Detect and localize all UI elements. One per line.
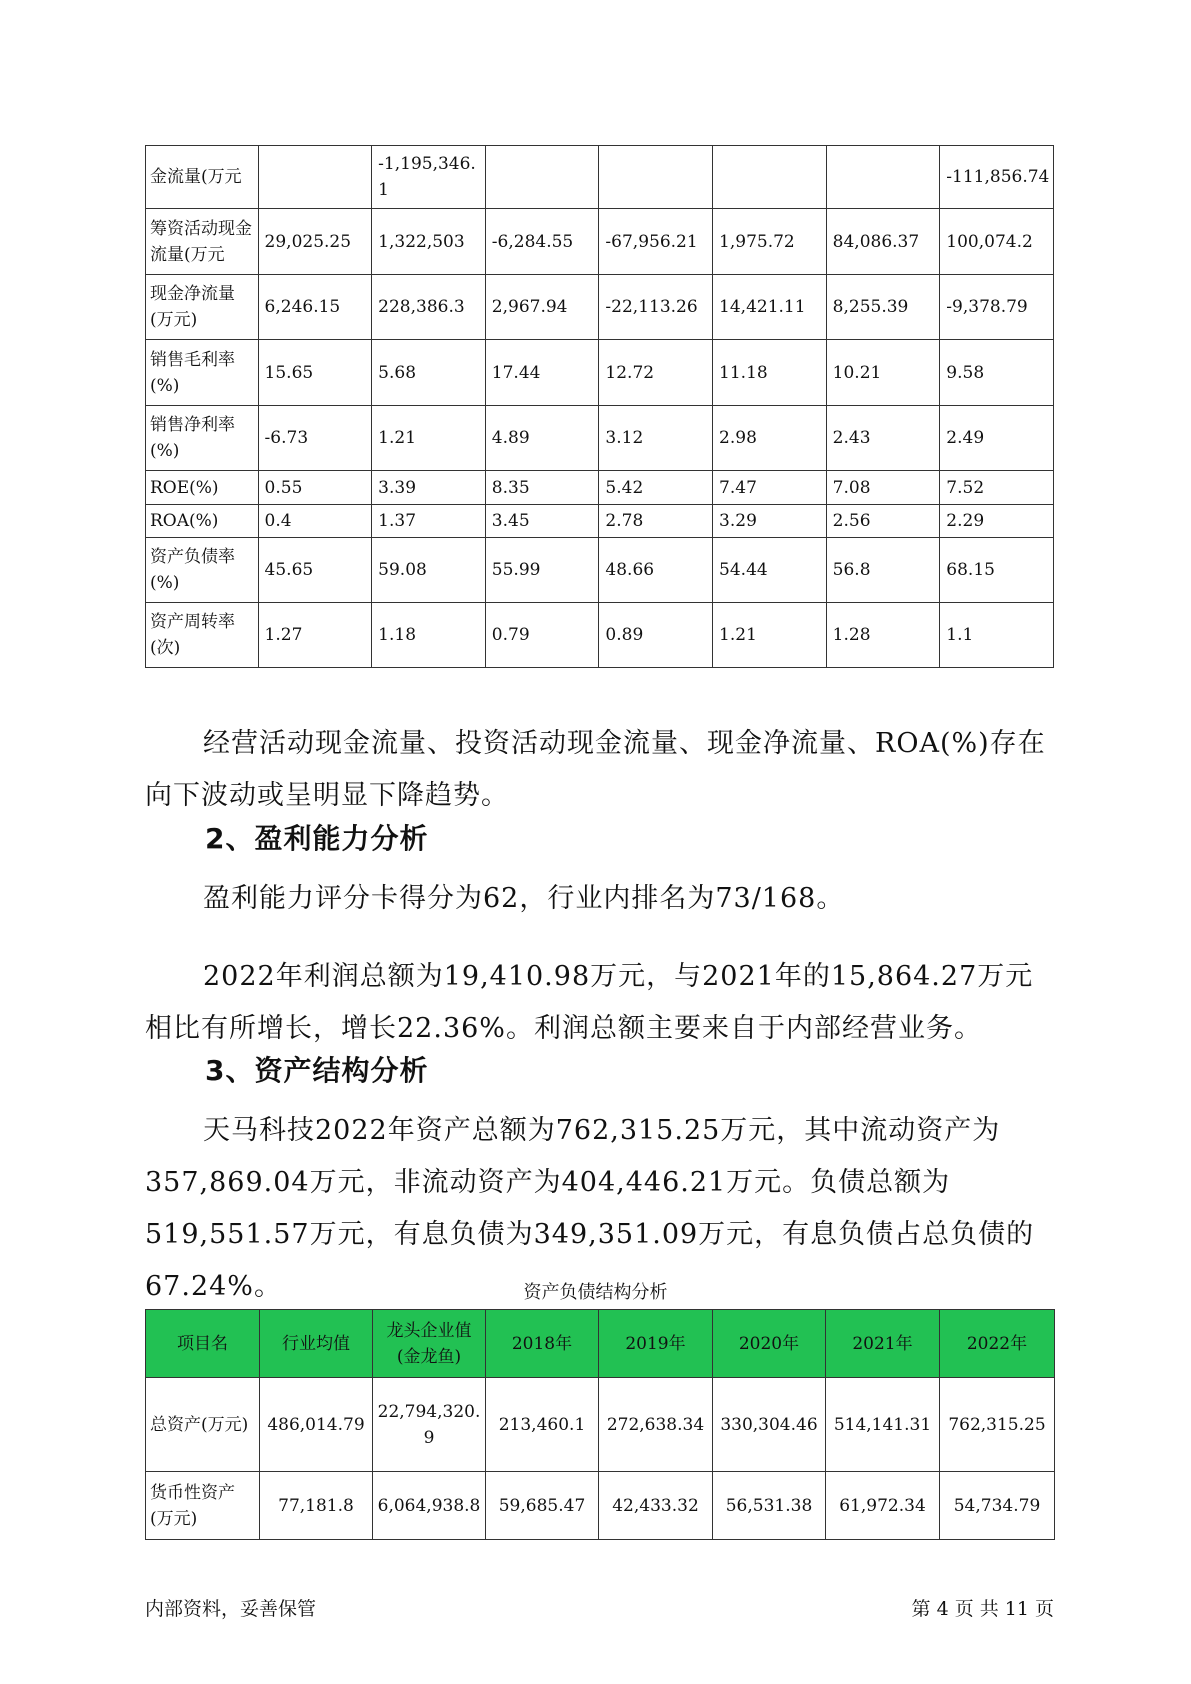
table-row xyxy=(146,406,1054,471)
table-cell: 3.45 xyxy=(485,505,599,538)
table-cell: 1.21 xyxy=(372,406,486,471)
table-cell: -6,284.55 xyxy=(485,209,599,275)
table-cell: 56,531.38 xyxy=(713,1472,826,1540)
paragraph-text: 2022年利润总额为19,410.98万元，与2021年的15,864.27万元相比有所增长，增长22.36%。利润总额主要来自于内部经营业务。 xyxy=(145,961,1034,1044)
table-cell: 486,014.79 xyxy=(260,1378,373,1472)
table-cell: 0.79 xyxy=(485,603,599,668)
table-cell: 14,421.11 xyxy=(713,275,827,340)
table-cell: -9,378.79 xyxy=(940,275,1054,340)
table-row xyxy=(146,538,1054,603)
table-row xyxy=(146,209,1054,275)
table-cell: -67,956.21 xyxy=(599,209,713,275)
table-cell: 11.18 xyxy=(713,340,827,406)
table-cell: 42,433.32 xyxy=(599,1472,713,1540)
table-cell: 8.35 xyxy=(485,471,599,505)
table-cell: 6,064,938.8 xyxy=(373,1472,486,1540)
table-cell: 2.29 xyxy=(940,505,1054,538)
table-cell: 68.15 xyxy=(940,538,1054,603)
paragraph-text: 天马科技2022年资产总额为762,315.25万元，其中流动资产为357,869.04万元，非流动资产为404,446.21万元。负债总额为519,551.57万元，有息负债为349,351.09万元，有息负债占总负债的67.24%。 xyxy=(145,1115,1035,1302)
table-cell: 3.39 xyxy=(372,471,486,505)
column-header: 2019年 xyxy=(599,1310,713,1378)
profit-total-paragraph xyxy=(145,951,1060,1055)
table-cell: 17.44 xyxy=(485,340,599,406)
table-row xyxy=(146,1378,1055,1472)
row-label: 现金净流量(万元) xyxy=(146,275,259,340)
table-cell: 228,386.3 xyxy=(372,275,486,340)
row-label: 筹资活动现金流量(万元 xyxy=(146,209,259,275)
table-cell: 3.29 xyxy=(713,505,827,538)
table-cell: 12.72 xyxy=(599,340,713,406)
table-cell: 9.58 xyxy=(940,340,1054,406)
column-header: 行业均值 xyxy=(260,1310,373,1378)
table-cell: -1,195,346.1 xyxy=(372,146,486,209)
table-cell: 0.55 xyxy=(258,471,372,505)
table-cell: 100,074.2 xyxy=(940,209,1054,275)
table-cell: 61,972.34 xyxy=(826,1472,940,1540)
table-cell: 1,322,503 xyxy=(372,209,486,275)
column-header: 2021年 xyxy=(826,1310,940,1378)
row-label: 货币性资产(万元) xyxy=(146,1472,260,1540)
table-cell: 5.42 xyxy=(599,471,713,505)
table-cell: 10.21 xyxy=(826,340,940,406)
table-cell: 1.1 xyxy=(940,603,1054,668)
table-row xyxy=(146,471,1054,505)
row-label: ROA(%) xyxy=(146,505,259,538)
table-cell: 272,638.34 xyxy=(599,1378,713,1472)
table-caption: 资产负债结构分析 xyxy=(523,1282,668,1303)
table-cell: 84,086.37 xyxy=(826,209,940,275)
row-label: 销售净利率(%) xyxy=(146,406,259,471)
table-cell: 0.89 xyxy=(599,603,713,668)
table-cell: 29,025.25 xyxy=(258,209,372,275)
table-cell xyxy=(713,146,827,209)
table-cell: 59.08 xyxy=(372,538,486,603)
section-heading-asset-structure: 3、资产结构分析 xyxy=(205,1054,429,1087)
table-cell xyxy=(826,146,940,209)
table-row xyxy=(146,146,1054,209)
row-label: ROE(%) xyxy=(146,471,259,505)
table-cell: 0.4 xyxy=(258,505,372,538)
table-cell: 55.99 xyxy=(485,538,599,603)
table-cell: 45.65 xyxy=(258,538,372,603)
table-cell: 2.43 xyxy=(826,406,940,471)
table-header-row xyxy=(146,1310,1055,1378)
column-header: 龙头企业值(金龙鱼) xyxy=(373,1310,486,1378)
paragraph-text: 经营活动现金流量、投资活动现金流量、现金净流量、ROA(%)存在向下波动或呈明显下降趋势。 xyxy=(145,728,1046,811)
table-cell: 2.49 xyxy=(940,406,1054,471)
table-cell: 4.89 xyxy=(485,406,599,471)
table-cell: 1.37 xyxy=(372,505,486,538)
table-cell: 8,255.39 xyxy=(826,275,940,340)
financial-metrics-table xyxy=(145,145,1054,668)
column-header: 2022年 xyxy=(940,1310,1055,1378)
table-cell: 1.28 xyxy=(826,603,940,668)
table-cell: 7.08 xyxy=(826,471,940,505)
row-label: 资产周转率(次) xyxy=(146,603,259,668)
table-cell: 15.65 xyxy=(258,340,372,406)
table-cell: 2.98 xyxy=(713,406,827,471)
table-cell: 6,246.15 xyxy=(258,275,372,340)
column-header: 2018年 xyxy=(486,1310,599,1378)
table-cell: -6.73 xyxy=(258,406,372,471)
table-cell: 762,315.25 xyxy=(940,1378,1055,1472)
section-heading-profitability: 2、盈利能力分析 xyxy=(205,822,429,855)
table-cell: 7.52 xyxy=(940,471,1054,505)
row-label: 金流量(万元 xyxy=(146,146,259,209)
table-cell: 22,794,320.9 xyxy=(373,1378,486,1472)
footer-page-number: 第 4 页 共 11 页 xyxy=(911,1598,1054,1620)
footer-confidential-note: 内部资料，妥善保管 xyxy=(145,1598,317,1620)
table-cell: 330,304.46 xyxy=(713,1378,826,1472)
table-cell: -111,856.74 xyxy=(940,146,1054,209)
paragraph-text: 盈利能力评分卡得分为62，行业内排名为73/168。 xyxy=(203,883,845,914)
table-cell xyxy=(258,146,372,209)
table-cell: 2.78 xyxy=(599,505,713,538)
table-cell: 1.18 xyxy=(372,603,486,668)
table-cell: 5.68 xyxy=(372,340,486,406)
profitability-score-paragraph xyxy=(145,873,1060,925)
column-header: 2020年 xyxy=(713,1310,826,1378)
table-row xyxy=(146,1472,1055,1540)
row-label: 销售毛利率(%) xyxy=(146,340,259,406)
table-cell: 2.56 xyxy=(826,505,940,538)
table-cell: 1.27 xyxy=(258,603,372,668)
table-cell: -22,113.26 xyxy=(599,275,713,340)
table-cell: 59,685.47 xyxy=(486,1472,599,1540)
table-cell: 7.47 xyxy=(713,471,827,505)
table-cell xyxy=(599,146,713,209)
row-label: 总资产(万元) xyxy=(146,1378,260,1472)
table-row xyxy=(146,603,1054,668)
table-cell: 514,141.31 xyxy=(826,1378,940,1472)
table-cell: 3.12 xyxy=(599,406,713,471)
table-cell: 77,181.8 xyxy=(260,1472,373,1540)
table-cell: 56.8 xyxy=(826,538,940,603)
table-cell: 2,967.94 xyxy=(485,275,599,340)
table-cell: 54,734.79 xyxy=(940,1472,1055,1540)
table-row xyxy=(146,340,1054,406)
table-cell: 1.21 xyxy=(713,603,827,668)
trend-paragraph xyxy=(145,718,1060,822)
table-cell: 213,460.1 xyxy=(486,1378,599,1472)
table-cell: 54.44 xyxy=(713,538,827,603)
column-header: 项目名 xyxy=(146,1310,260,1378)
table-cell: 48.66 xyxy=(599,538,713,603)
table-cell xyxy=(485,146,599,209)
table-row xyxy=(146,505,1054,538)
table-cell: 1,975.72 xyxy=(713,209,827,275)
balance-structure-table xyxy=(145,1309,1055,1540)
table-row xyxy=(146,275,1054,340)
row-label: 资产负债率(%) xyxy=(146,538,259,603)
